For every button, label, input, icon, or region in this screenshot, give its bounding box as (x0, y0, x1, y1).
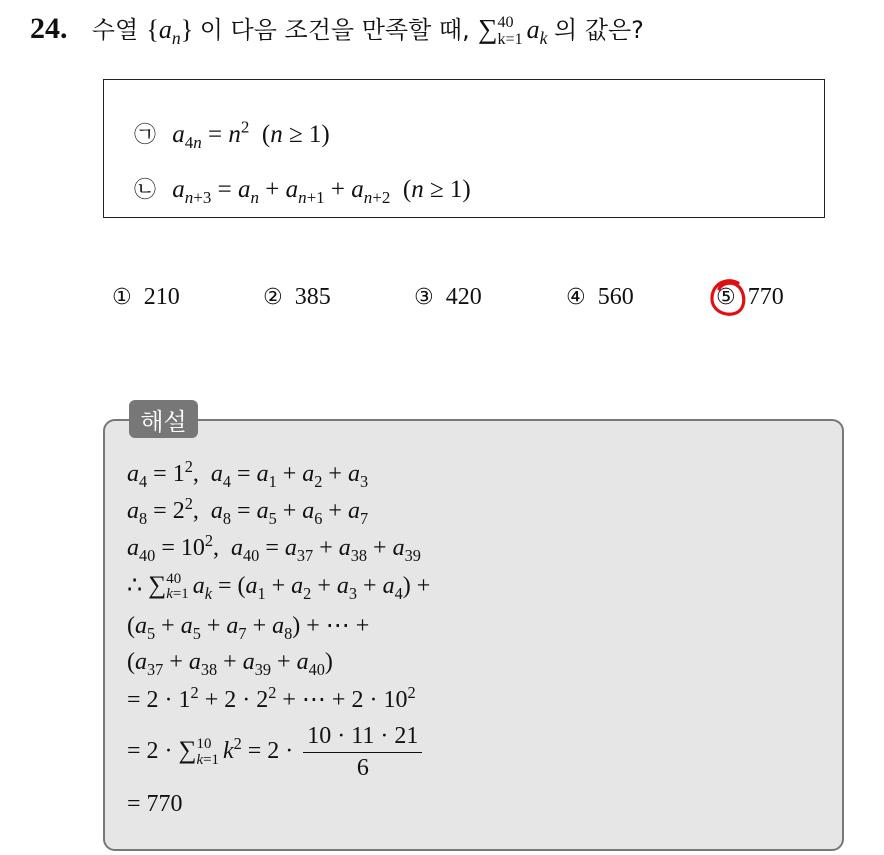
question-text-mid: 이 다음 조건을 만족할 때, (199, 16, 470, 44)
solution-line-2: $a_8 = 2^2$, $a_8 = a_5 + a_6 + a_7$ (127, 494, 369, 528)
solution-line-5: $(a_5 + a_5 + a_7 + a_8)$ + ⋯ + (127, 613, 370, 643)
answer-circle-mark (708, 277, 748, 319)
solution-line-3: $a_{40} = 10^2$, $a_{40} = a_{37} + a_{38} + a_{39}$ (127, 531, 421, 565)
solution-line-8: = 2 · ∑ 10 k=1 $k^2 = 2$ · $\frac{10 \cdot 11 \cdot 21}{6}$ (127, 723, 422, 782)
choice-2[interactable]: ② 385 (263, 284, 331, 310)
choice-5[interactable]: ⑤ 770 (716, 284, 784, 310)
choice-4[interactable]: ④ 560 (566, 284, 634, 310)
solution-line-6: $(a_{37} + a_{38} + a_{39} + a_{40})$ (127, 649, 333, 679)
solution-fraction: $\frac{10 \cdot 11 \cdot 21}{6}$ (303, 723, 422, 782)
answer-choices (0, 284, 884, 320)
solution-box (103, 419, 844, 851)
solution-tag: 해설 (129, 400, 198, 438)
choice-1[interactable]: ① 210 (112, 284, 180, 310)
sequence-notation: $\{a_n\}$ (146, 15, 194, 49)
sum-expression: ∑ 40 k=1 $a_k$ (477, 14, 548, 49)
question-number: 24. (30, 12, 68, 45)
solution-final: = 770 (127, 791, 183, 817)
solution-line-7: = $2 \cdot 1^2 + 2 \cdot 2^2$ + ⋯ + $2 \cdot 10^2$ (127, 683, 416, 713)
conditions-box (103, 79, 825, 218)
condition-1-marker: ㉠ (134, 123, 157, 148)
question-header (30, 10, 644, 49)
solution-line-1: $a_4 = 1^2$, $a_4 = a_1 + a_2 + a_3$ (127, 457, 369, 491)
question-text-prefix: 수열 (91, 16, 139, 44)
condition-2-marker: ㉡ (134, 178, 157, 203)
solution-line-4: ∴ ∑ 40 k=1 $a_k = (a_1 + a_2 + a_3 + a_4)$ + (127, 570, 431, 603)
condition-1: ㉠ $a_{4n} = n^2$ (n ≥ 1) (134, 117, 330, 152)
question-text-suffix: 의 값은? (553, 16, 644, 44)
choice-3[interactable]: ③ 420 (414, 284, 482, 310)
condition-2: ㉡ $a_{n+3} = a_n + a_{n+1} + a_{n+2}$ (n ≥ 1) (134, 176, 471, 207)
